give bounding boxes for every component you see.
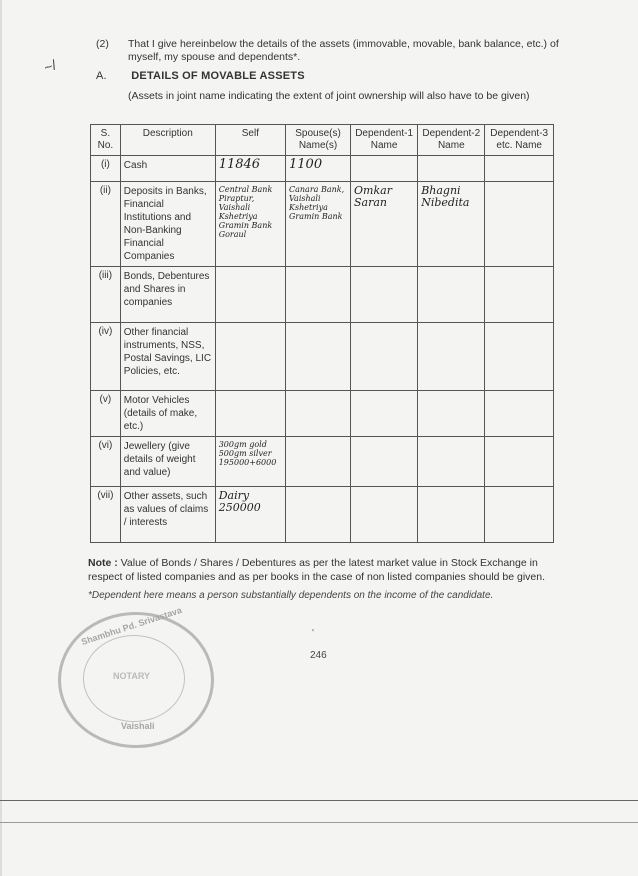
dependent-footnote: *Dependent here means a person substantially dependents on the income of the candidate. <box>88 590 494 601</box>
row-sno: (iv) <box>91 323 121 391</box>
scan-line <box>0 800 638 801</box>
header-dependent-1: Dependent-1 Name <box>351 125 418 156</box>
row-description: Motor Vehicles (details of make, etc.) <box>120 391 215 437</box>
row-self-value <box>215 267 285 323</box>
table-row <box>91 156 554 182</box>
row-description: Cash <box>120 156 215 182</box>
note-paragraph <box>88 556 558 584</box>
section-title: DETAILS OF MOVABLE ASSETS <box>131 70 305 82</box>
row-spouse-value <box>286 323 351 391</box>
row-description: Deposits in Banks, Financial Institutions and Non-Banking Financial Companies <box>120 182 215 267</box>
notary-stamp <box>58 605 214 748</box>
row-dep1-value <box>351 267 418 323</box>
header-dependent-2: Dependent-2 Name <box>418 125 485 156</box>
section-letter: A. <box>96 70 107 82</box>
intro-number: (2) <box>96 38 109 50</box>
table-row <box>91 182 554 267</box>
section-subtitle: (Assets in joint name indicating the extent of joint ownership will also have to be given) <box>128 90 530 102</box>
row-dep2-value <box>418 487 485 543</box>
note-label: Note : <box>88 557 118 569</box>
row-self-value <box>215 323 285 391</box>
row-description: Jewellery (give details of weight and value) <box>120 437 215 487</box>
row-sno: (iii) <box>91 267 121 323</box>
row-dep1-value <box>351 437 418 487</box>
row-dep3-value <box>485 391 554 437</box>
section-heading <box>96 70 305 82</box>
page-number: 246 <box>310 650 327 661</box>
tick-mark: ' <box>312 628 314 639</box>
stamp-ring-text: Shambhu Pd. Srivastava <box>80 605 184 647</box>
row-dep3-value <box>485 182 554 267</box>
row-dep1-value <box>351 156 418 182</box>
table-row <box>91 437 554 487</box>
row-spouse-value: 1100 <box>286 156 351 182</box>
row-sno: (vii) <box>91 487 121 543</box>
row-self-value: Dairy 250000 <box>215 487 285 543</box>
row-dep2-value: Bhagni Nibedita <box>418 182 485 267</box>
row-dep1-value: Omkar Saran <box>351 182 418 267</box>
row-self-value: 11846 <box>215 156 285 182</box>
stamp-bottom-text: Vaishali <box>121 721 155 731</box>
row-dep3-value <box>485 267 554 323</box>
row-spouse-value <box>286 487 351 543</box>
row-dep1-value <box>351 487 418 543</box>
note-text: Value of Bonds / Shares / Debentures as per the latest market value in Stock Exchange in respect of listed companies and as per books in the case of non listed companies should be given. <box>88 557 546 583</box>
row-sno: (v) <box>91 391 121 437</box>
movable-assets-table <box>90 124 554 543</box>
row-self-value: Central Bank Piraptur, Vaishali Kshetriya Gramin Bank Goraul <box>215 182 285 267</box>
stamp-center-text: NOTARY <box>113 671 150 681</box>
row-spouse-value <box>286 437 351 487</box>
row-sno: (i) <box>91 156 121 182</box>
row-dep3-value <box>485 156 554 182</box>
table-row <box>91 323 554 391</box>
row-dep3-value <box>485 487 554 543</box>
row-spouse-value: Canara Bank, Vaishali Kshetriya Gramin Bank <box>286 182 351 267</box>
row-dep2-value <box>418 437 485 487</box>
row-dep2-value <box>418 267 485 323</box>
scan-edge <box>0 0 2 876</box>
header-self: Self <box>215 125 285 156</box>
header-spouse: Spouse(s) Name(s) <box>286 125 351 156</box>
table-row <box>91 267 554 323</box>
row-self-value <box>215 391 285 437</box>
header-dependent-3: Dependent-3 etc. Name <box>485 125 554 156</box>
row-spouse-value <box>286 267 351 323</box>
row-description: Bonds, Debentures and Shares in companies <box>120 267 215 323</box>
row-sno: (vi) <box>91 437 121 487</box>
handwritten-mark: ~/ <box>41 56 59 76</box>
row-dep3-value <box>485 437 554 487</box>
header-description: Description <box>120 125 215 156</box>
table-row <box>91 487 554 543</box>
intro-text: That I give hereinbelow the details of the assets (immovable, movable, bank balance, etc.) of myself, my spouse and dependents*. <box>128 38 559 63</box>
intro-paragraph <box>96 38 566 64</box>
row-description: Other assets, such as values of claims / interests <box>120 487 215 543</box>
row-spouse-value <box>286 391 351 437</box>
table-row <box>91 391 554 437</box>
row-dep2-value <box>418 391 485 437</box>
row-dep2-value <box>418 323 485 391</box>
row-dep1-value <box>351 323 418 391</box>
row-dep1-value <box>351 391 418 437</box>
row-self-value: 300gm gold 500gm silver 195000+6000 <box>215 437 285 487</box>
row-description: Other financial instruments, NSS, Postal Savings, LIC Policies, etc. <box>120 323 215 391</box>
row-sno: (ii) <box>91 182 121 267</box>
header-sno: S. No. <box>91 125 121 156</box>
table-header-row <box>91 125 554 156</box>
row-dep2-value <box>418 156 485 182</box>
scan-line <box>0 822 638 823</box>
row-dep3-value <box>485 323 554 391</box>
